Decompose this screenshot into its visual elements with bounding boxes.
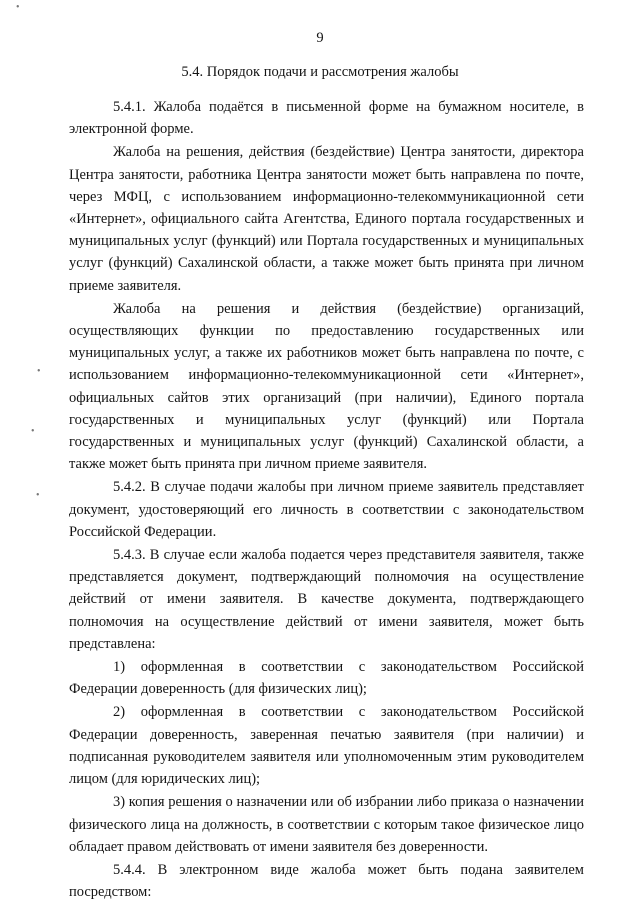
paragraph: 5.4.3. В случае если жалоба подается через представителя заявителя, также представляется документ, подтверждающий полномочия на осуществление действий от имени заявителя. В качестве документа, подтверждающего полномочия на осуществление действий от имени заявителя, может быть представлена:: [69, 547, 584, 652]
paragraph: 5.4.1. Жалоба подаётся в письменной форме на бумажном носителе, в электронной форме.: [69, 99, 584, 138]
scan-mark: •: [37, 366, 41, 377]
scan-mark: •: [31, 426, 35, 437]
paragraph: Жалоба на решения, действия (бездействие) Центра занятости, директора Центра занятости, работника Центра занятости может быть направлена по почте, через МФЦ, с использованием информационно-телекоммуникационной сети «Интернет», официального сайта Агентства, Единого портала государственных и муниципальных услуг (функций) или Портала государственных и муниципальных услуг (функций) Сахалинской области, а также может быть принята при личном приеме заявителя.: [69, 144, 584, 294]
list-item: 3) копия решения о назначении или об избрании либо приказа о назначении физического лица на должность, в соответствии с которым такое физическое лицо обладает правом действовать от имени заявителя без доверенности.: [69, 794, 584, 855]
list-item: 2) оформленная в соответствии с законодательством Российской Федерации доверенность, заверенная печатью заявителя (при наличии) и подписанная руководителем заявителя или уполномоченным этим руководителем лицом (для юридических лиц);: [69, 704, 584, 788]
page-number: 9: [316, 30, 324, 46]
section-heading: 5.4. Порядок подачи и рассмотрения жалобы: [181, 64, 459, 80]
document-body: [69, 96, 584, 903]
paragraph: 5.4.4. В электронном виде жалоба может быть подана заявителем посредством:: [69, 861, 584, 901]
scan-mark: •: [16, 2, 20, 13]
paragraph: Жалоба на решения и действия (бездействие) организаций, осуществляющих функции по предоставлению государственных или муниципальных услуг, а также их работников может быть направлена по почте, с использованием информационно-телекоммуникационной сети «Интернет», официальных сайтов этих организаций (при наличии), Единого портала государственных и муниципальных услуг (функций) или Портала государственных и муниципальных услуг (функций) Сахалинской области, а также может быть принята при личном приеме заявителя.: [69, 300, 584, 473]
paragraph: 5.4.2. В случае подачи жалобы при личном приеме заявитель представляет документ, удостоверяющий его личность в соответствии с законодательством Российской Федерации.: [69, 479, 584, 540]
list-item: 1) оформленная в соответствии с законодательством Российской Федерации доверенность (для физических лиц);: [69, 659, 584, 698]
scan-mark: •: [36, 490, 40, 501]
